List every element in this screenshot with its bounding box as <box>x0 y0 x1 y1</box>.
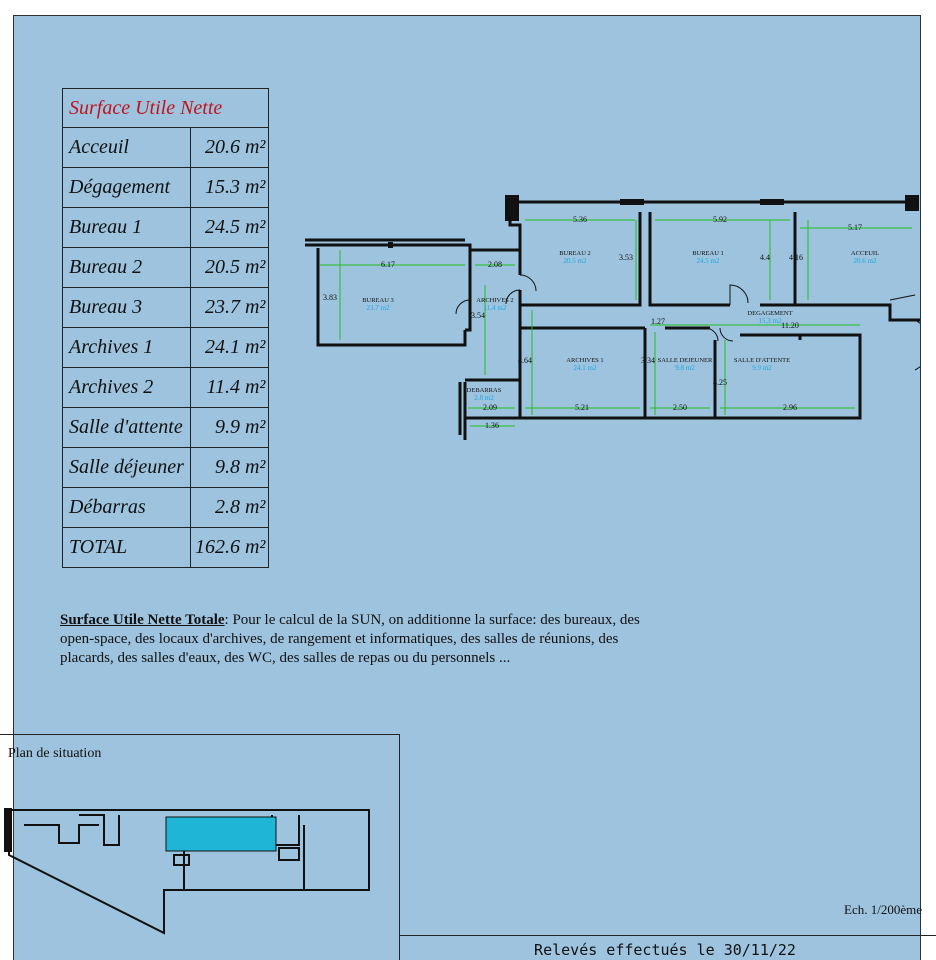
room-name: ARCHIVES 1 <box>566 357 604 364</box>
room-area: 24.5 m² <box>190 208 268 248</box>
dimension-label: 6.17 <box>381 260 395 269</box>
room-area-label: 9.9 m2 <box>752 364 772 372</box>
dimension-label: 3.34 <box>641 356 655 365</box>
dimension-label: 3.54 <box>471 311 485 320</box>
room-name: BUREAU 1 <box>692 250 724 257</box>
room-name: ARCHIVES 2 <box>476 297 514 304</box>
room-label: Bureau 2 <box>63 248 191 288</box>
dimension-label: 1.27 <box>651 317 665 326</box>
room-area: 2.8 m² <box>190 488 268 528</box>
dimension-label: 4.25 <box>713 378 727 387</box>
room-name: SALLE D'ATTENTE <box>733 357 791 364</box>
room-area: 15.3 m² <box>190 168 268 208</box>
site-plan <box>4 795 376 935</box>
floor-plan <box>300 190 920 450</box>
sun-note <box>60 611 660 668</box>
room-name: SALLE DEJEUNER <box>657 357 713 364</box>
table-row <box>63 288 269 328</box>
dimension-label: 2.50 <box>673 403 687 412</box>
table-row <box>63 368 269 408</box>
room-area: 23.7 m² <box>190 288 268 328</box>
dimension-label: 3.53 <box>619 253 633 262</box>
dimension-label: 1.36 <box>485 421 499 430</box>
room-area: 11.4 m² <box>190 368 268 408</box>
dimension-label: 5.36 <box>573 215 587 224</box>
room-area-label: 11.4 m2 <box>483 304 507 312</box>
room-area-label: 20.6 m2 <box>853 257 877 265</box>
table-row <box>63 448 269 488</box>
table-header-row <box>63 89 269 128</box>
room-area-label: 2.8 m2 <box>474 394 494 402</box>
table-row <box>63 488 269 528</box>
room-label: Bureau 1 <box>63 208 191 248</box>
dimension-label: 2.08 <box>488 260 502 269</box>
dimension-label: 4.4 <box>760 253 770 262</box>
survey-date: Relevés effectués le 30/11/22 <box>534 941 796 959</box>
room-area-label: 24.5 m2 <box>696 257 720 265</box>
room-area-label: 9.8 m2 <box>675 364 695 372</box>
highlighted-premises <box>166 817 276 851</box>
room-area-label: 20.5 m2 <box>563 257 587 265</box>
dimension-label: 3.83 <box>323 293 337 302</box>
room-name: BUREAU 3 <box>362 297 394 304</box>
dimension-label: 5.92 <box>713 215 727 224</box>
floor-plan-walls <box>305 202 920 440</box>
dimension-label: 2.96 <box>783 403 797 412</box>
dimension-label: 5.21 <box>575 403 589 412</box>
room-area: 20.6 m² <box>190 128 268 168</box>
table-row <box>63 248 269 288</box>
room-label: Débarras <box>63 488 191 528</box>
note-heading: Surface Utile Nette Totale <box>60 612 225 628</box>
situation-title: Plan de situation <box>8 746 102 761</box>
survey-rule <box>400 935 936 936</box>
table-row <box>63 328 269 368</box>
room-label: Acceuil <box>63 128 191 168</box>
room-label: TOTAL <box>63 528 191 568</box>
room-label: Bureau 3 <box>63 288 191 328</box>
room-label: Archives 2 <box>63 368 191 408</box>
room-area-label: 23.7 m2 <box>366 304 390 312</box>
surface-table <box>62 88 269 568</box>
dimension-label: 4.64 <box>518 356 532 365</box>
dimension-label: 2.09 <box>483 403 497 412</box>
table-title: Surface Utile Nette <box>63 89 269 128</box>
room-labels <box>362 250 879 402</box>
table-row <box>63 168 269 208</box>
room-label: Salle déjeuner <box>63 448 191 488</box>
room-area: 9.9 m² <box>190 408 268 448</box>
dimension-label: 4.16 <box>789 253 803 262</box>
scale-label: Ech. 1/200ème <box>844 902 922 917</box>
room-area-label: 15.3 m2 <box>758 317 782 325</box>
room-name: DEBARRAS <box>466 387 502 394</box>
dimension-lines <box>320 220 912 426</box>
dimension-label: 5.17 <box>848 223 862 232</box>
room-name: DEGAGEMENT <box>747 310 793 317</box>
dimension-label: 11.20 <box>781 321 799 330</box>
room-name: ACCEUIL <box>850 250 880 257</box>
table-row <box>63 128 269 168</box>
note-text: : Pour le calcul de la SUN, on additionne la surface: des bureaux, des open-space, des locaux d'archives, de rangement et informatiques, des salles de réunions, des placards, des salles d'eaux, des WC, des salles de repas ou du personnels ... <box>60 612 640 666</box>
room-label: Archives 1 <box>63 328 191 368</box>
room-area: 20.5 m² <box>190 248 268 288</box>
room-area: 162.6 m² <box>190 528 268 568</box>
table-row <box>63 208 269 248</box>
room-area: 24.1 m² <box>190 328 268 368</box>
room-name: BUREAU 2 <box>559 250 591 257</box>
room-label: Dégagement <box>63 168 191 208</box>
table-row <box>63 528 269 568</box>
table-row <box>63 408 269 448</box>
room-label: Salle d'attente <box>63 408 191 448</box>
room-area-label: 24.1 m2 <box>573 364 597 372</box>
room-area: 9.8 m² <box>190 448 268 488</box>
